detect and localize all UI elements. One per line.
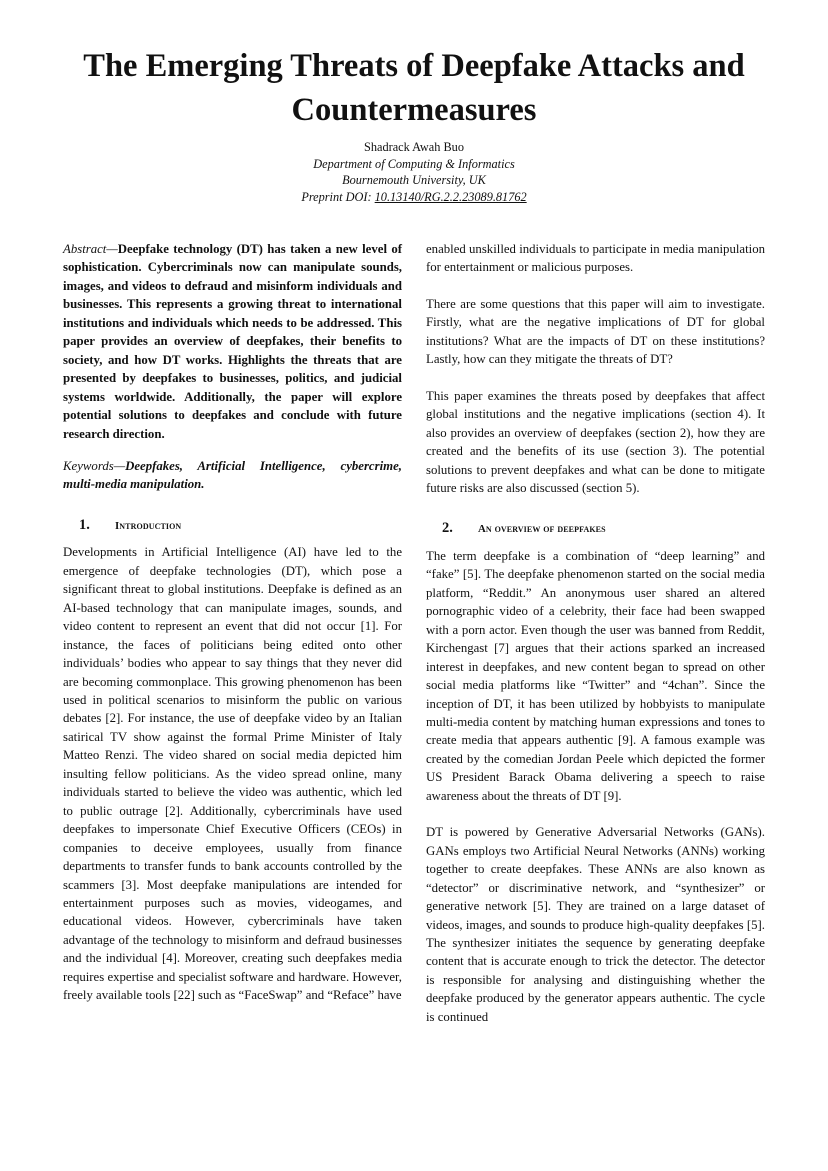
keywords bbox=[63, 457, 402, 494]
author-university: Bournemouth University, UK bbox=[342, 173, 486, 188]
abstract-text: Deepfake technology (DT) has taken a new level of sophistication. Cybercriminals now can manipulate sounds, images, and videos to defraud and misinform individuals and businesses. This represents a growing threat to international institutions and individuals which needs to be addressed. This paper provides an overview of deepfakes, their benefits to society, and how DT works. Highlights the threats that are presented by deepfakes to businesses, politics, and judicial systems worldwide. Additionally, the paper will explore potential solutions to deepfakes and conclude with future research direction. bbox=[63, 242, 402, 441]
keywords-lead: Keywords— bbox=[63, 458, 126, 473]
abstract bbox=[63, 240, 402, 443]
section-title: An overview of deepfakes bbox=[478, 523, 606, 536]
intro-paragraph-1: Developments in Artificial Intelligence (AI) have led to the emergence of deepfake technologies (DT), which pose a significant threat to global institutions. Deepfake is defined as an AI-based technology that can manipulate images, sounds, and video content to represent an event that did not occur [1]. For instance, the faces of politicians being edited onto other individuals’ bodies who appear to say things that they never did are becoming commonplace. This growing phenomenon has been used in political scenarios to misinform the public on various debates [2]. For instance, the use of deepfake video by an Italian satirical TV show against the formal Prime Minister of Italy Matteo Renzi. The video shared on social media depicted him insulting fellow politicians. As the video spread online, many individuals started to believe the video was authentic, which led to public outrage [2]. Additionally, cybercriminals have used deepfakes to impersonate Chief Executive Officers (CEOs) in companies to deceive employees, usually from finance departments to transfer funds to bank accounts controlled by the scammers [3]. Most deepfake manipulations are intended for entertainment purposes such as movies, videogames, and educational videos. However, cybercriminals have taken advantage of the technology to misinform and defraud businesses and the individual [4]. Moreover, creating such deepfakes media requires expertise and specialist software and hardware. However, freely available tools [22] such as “FaceSwap” and “Reface” have bbox=[63, 545, 402, 1003]
author-name: Shadrack Awah Buo bbox=[364, 140, 464, 154]
keywords-text: Deepfakes, Artificial Intelligence, cybercrime, multi-media manipulation. bbox=[63, 458, 402, 492]
doi-link[interactable]: 10.13140/RG.2.2.23089.81762 bbox=[374, 189, 527, 204]
overview-paragraph-2: DT is powered by Generative Adversarial Networks (GANs). GANs employs two Artificial Neural Networks (ANNs) working together to create deepfakes. These ANNs are also known as “detector” or discriminative network, and “synthesizer” or generative network [5]. They are trained on a large dataset of videos, images, and sounds to produce high-quality deepfakes [5]. The synthesizer initiates the sequence by generating deepfake content that is accurate enough to trick the detector. The detector is responsible for analysing and distinguishing whether the deepfake produced by the generator appears authentic. The cycle is continued bbox=[426, 825, 765, 1024]
author-block bbox=[200, 139, 628, 205]
intro-paragraph-3: This paper examines the threats posed by deepfakes that affect global institutions and the negative implications (section 4). It also provides an overview of deepfakes (section 2), how they are created and the benefits of its use (section 3). The potential solutions to prevent deepfakes and what can be done to mitigate future risks are also discussed (section 5). bbox=[426, 388, 765, 495]
doi-label: Preprint DOI: bbox=[301, 189, 372, 204]
section-number: 1. bbox=[79, 516, 90, 533]
section-title: Introduction bbox=[115, 519, 182, 532]
abstract-lead: Abstract— bbox=[63, 242, 118, 256]
intro-paragraph-2: There are some questions that this paper will aim to investigate. Firstly, what are the negative implications of DT for global institutions? What are the impacts of DT on these institutions? Lastly, how can they mitigate the threats of DT? bbox=[426, 296, 765, 367]
section-heading-overview bbox=[426, 519, 765, 538]
section-number: 2. bbox=[442, 520, 453, 537]
left-column bbox=[63, 240, 402, 1005]
paper-title: The Emerging Threats of Deepfake Attacks and Countermeasures bbox=[83, 48, 745, 128]
section-heading-introduction bbox=[63, 516, 402, 535]
doi-line bbox=[200, 189, 628, 206]
author-department: Department of Computing & Informatics bbox=[313, 156, 515, 171]
right-column bbox=[426, 240, 765, 1026]
intro-paragraph-1-continued: enabled unskilled individuals to participate in media manipulation for entertainment or malicious purposes. bbox=[426, 242, 765, 275]
overview-paragraph-1: The term deepfake is a combination of “deep learning” and “fake” [5]. The deepfake phenomenon started on the social media platform, “Reddit.” An anonymous user shared an altered pornographic video of a celebrity, their face had been swapped with a porn actor. Even though the user was banned from Reddit, Kirchengast [7] argues that their actions sparked an increased interest in deepfakes, and new content began to spread on other social media platforms like “Twitter” and “4chan”. Since the inception of DT, it has been utilized by hobbyists to manipulate multi-media content by matching human expressions and tones to create media that appears authentic [9]. A famous example was created by the comedian Jordan Peele which depicted the former US President Barack Obama delivering a speech to raise awareness about the threats of DT [9]. bbox=[426, 548, 765, 803]
